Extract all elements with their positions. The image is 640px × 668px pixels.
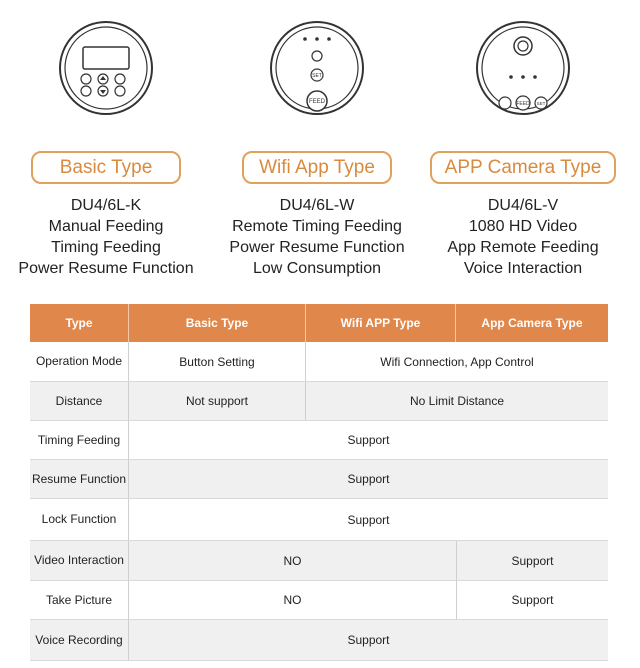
feature-item: App Remote Feeding — [447, 239, 599, 256]
table-row — [30, 581, 608, 620]
table-row — [30, 620, 608, 661]
cell-all: Support — [347, 472, 390, 486]
table-row — [30, 499, 608, 541]
feature-item: 1080 HD Video — [468, 218, 578, 235]
cell-all: Support — [347, 633, 390, 647]
product-wifi — [212, 0, 422, 290]
row-label: Video Interaction — [34, 553, 124, 567]
table-header — [30, 304, 608, 342]
feed-button-label: FEED — [516, 101, 530, 107]
table-row — [30, 382, 608, 421]
table-row — [30, 541, 608, 581]
cell-all: Support — [347, 433, 390, 447]
set-button-label: SET — [312, 73, 322, 79]
cell-camera: Support — [511, 553, 554, 568]
feature-item: Low Consumption — [252, 260, 382, 277]
product-basic — [1, 0, 211, 290]
row-label: Timing Feeding — [37, 432, 121, 447]
product-camera — [418, 0, 628, 290]
cell-basic-wifi: NO — [283, 593, 302, 607]
cell-basic-wifi: NO — [283, 553, 302, 568]
header-basic-type: Basic Type — [185, 316, 249, 330]
header-type: Type — [65, 316, 93, 330]
feature-item: Timing Feeding — [51, 239, 161, 256]
type-badge-basic: Basic Type — [31, 151, 181, 184]
wifi-feeder-panel-icon — [269, 20, 365, 116]
header-app-camera-type: App Camera Type — [481, 316, 583, 330]
row-label: Distance — [55, 393, 103, 408]
row-label: Voice Recording — [35, 632, 123, 647]
feature-item: Manual Feeding — [48, 218, 164, 235]
cell-wifi-camera: Wifi Connection, App Control — [380, 354, 534, 369]
feature-item: Remote Timing Feeding — [232, 218, 402, 235]
keypad-feeder-panel-icon — [58, 20, 154, 116]
comparison-table — [30, 304, 608, 661]
feature-item: Voice Interaction — [463, 260, 583, 277]
camera-feeder-panel-icon — [475, 20, 571, 116]
header-wifi-app-type: Wifi APP Type — [340, 316, 421, 330]
model-number: DU4/6L-K — [70, 197, 142, 214]
type-badge-wifi: Wifi App Type — [242, 151, 392, 184]
feed-button-label: FEED — [308, 99, 326, 105]
feature-item: Power Resume Function — [18, 260, 194, 277]
spec-list-wifi — [212, 195, 422, 279]
cell-camera: Support — [511, 593, 554, 607]
table-row — [30, 342, 608, 382]
cell-basic: Not support — [185, 394, 249, 408]
row-label: Operation Mode — [35, 354, 123, 368]
set-button-label: SET — [536, 101, 546, 106]
cell-wifi-camera: No Limit Distance — [409, 394, 505, 408]
row-label: Take Picture — [45, 592, 113, 607]
model-number: DU4/6L-V — [487, 197, 559, 214]
cell-basic: Button Setting — [179, 354, 255, 369]
model-number: DU4/6L-W — [279, 197, 355, 214]
cell-all: Support — [347, 512, 390, 527]
spec-list-basic — [1, 195, 211, 279]
table-row — [30, 421, 608, 460]
table-row — [30, 460, 608, 499]
type-badge-camera: APP Camera Type — [430, 151, 616, 184]
row-label: Resume Function — [31, 471, 127, 486]
row-label: Lock Function — [41, 512, 117, 526]
product-overview — [0, 0, 640, 290]
spec-list-camera — [418, 195, 628, 279]
feature-item: Power Resume Function — [229, 239, 405, 256]
